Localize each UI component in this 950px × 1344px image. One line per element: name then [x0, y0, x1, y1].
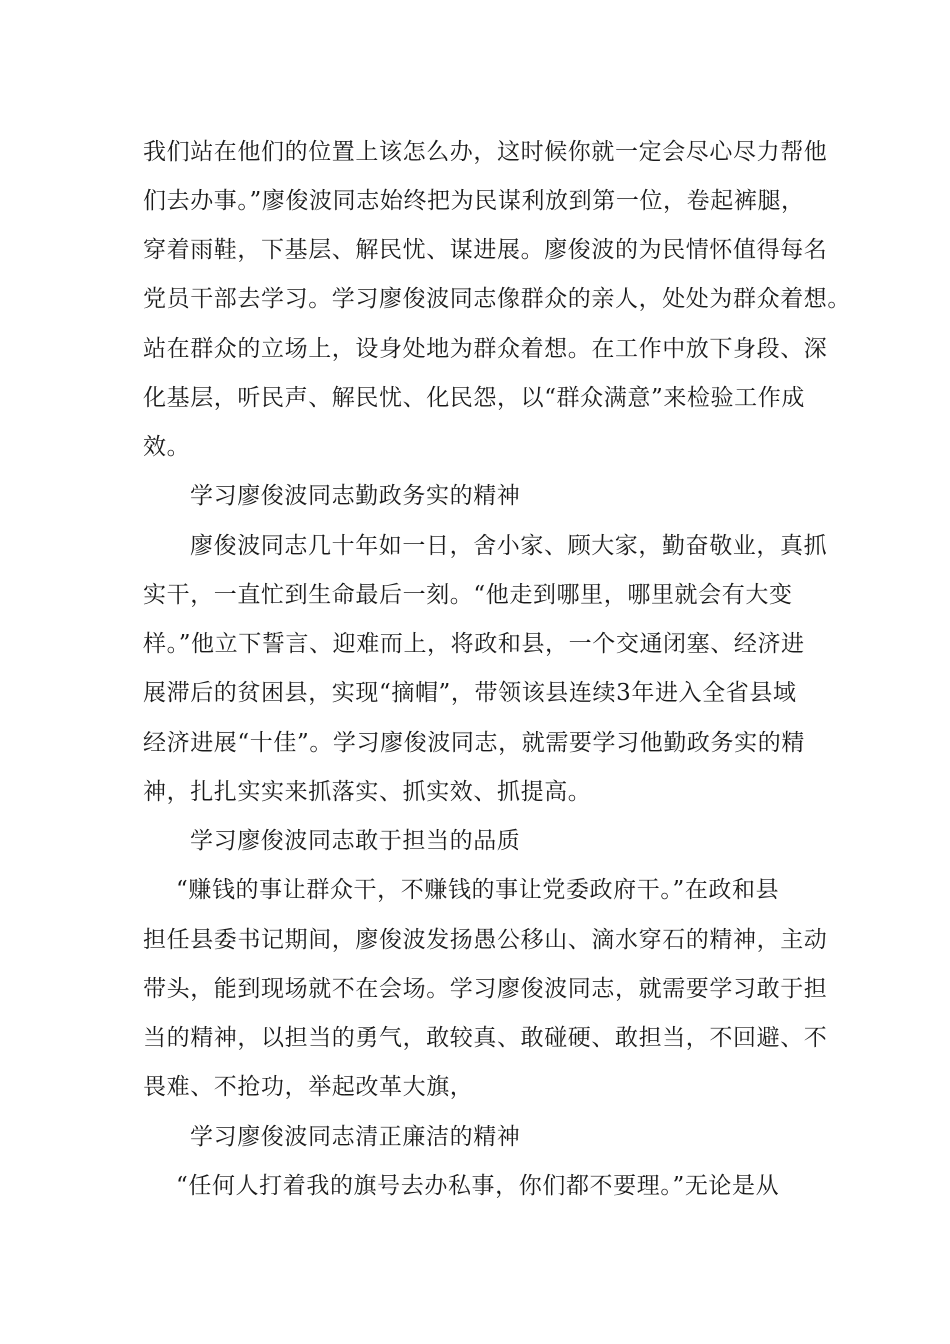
text-line: 们去办事。”廖俊波同志始终把为民谋利放到第一位，卷起裤腿， [143, 188, 805, 214]
text-line: 效。 [143, 434, 191, 460]
text-line: 实干，一直忙到生命最后一刻。“他走到哪里，哪里就会有大变 [143, 582, 793, 608]
text-line: 穿着雨鞋，下基层、解民忧、谋进展。廖俊波的为民情怀值得每名 [143, 237, 828, 263]
text-line: “赚钱的事让群众干，不赚钱的事让党委政府干。”在政和县 [176, 877, 780, 903]
text-line: 廖俊波同志几十年如一日，舍小家、顾大家，勤奋敬业，真抓 [190, 533, 828, 559]
text-line: 带头，能到现场就不在会场。学习廖俊波同志，就需要学习敢于担 [143, 976, 828, 1002]
text-line: 当的精神，以担当的勇气，敢较真、敢碰硬、敢担当，不回避、不 [143, 1025, 828, 1051]
text-line: 展滞后的贫困县，实现“摘帽”，带领该县连续3年进入全省县域 [143, 680, 797, 706]
text-line: 化基层，听民声、解民忧、化民怨，以“群众满意”来检验工作成 [143, 385, 805, 411]
text-line: 我们站在他们的位置上该怎么办，这时候你就一定会尽心尽力帮他 [143, 139, 828, 165]
section-heading: 学习廖俊波同志清正廉洁的精神 [190, 1124, 521, 1150]
text-line: 担任县委书记期间，廖俊波发扬愚公移山、滴水穿石的精神，主动 [143, 927, 828, 953]
text-line: 畏难、不抢功，举起改革大旗， [143, 1074, 474, 1100]
text-line: 党员干部去学习。学习廖俊波同志像群众的亲人，处处为群众着想。 [143, 286, 851, 312]
text-line: 样。”他立下誓言、迎难而上，将政和县，一个交通闭塞、经济进 [143, 631, 805, 657]
text-line: 站在群众的立场上，设身处地为群众着想。在工作中放下身段、深 [143, 336, 828, 362]
section-heading: 学习廖俊波同志敢于担当的品质 [190, 828, 521, 854]
text-line: 神，扎扎实实来抓落实、抓实效、抓提高。 [143, 779, 592, 805]
text-line: “任何人打着我的旗号去办私事，你们都不要理。”无论是从 [176, 1173, 780, 1199]
text-line: 经济进展“十佳”。学习廖俊波同志，就需要学习他勤政务实的精 [143, 730, 805, 756]
section-heading: 学习廖俊波同志勤政务实的精神 [190, 483, 521, 509]
